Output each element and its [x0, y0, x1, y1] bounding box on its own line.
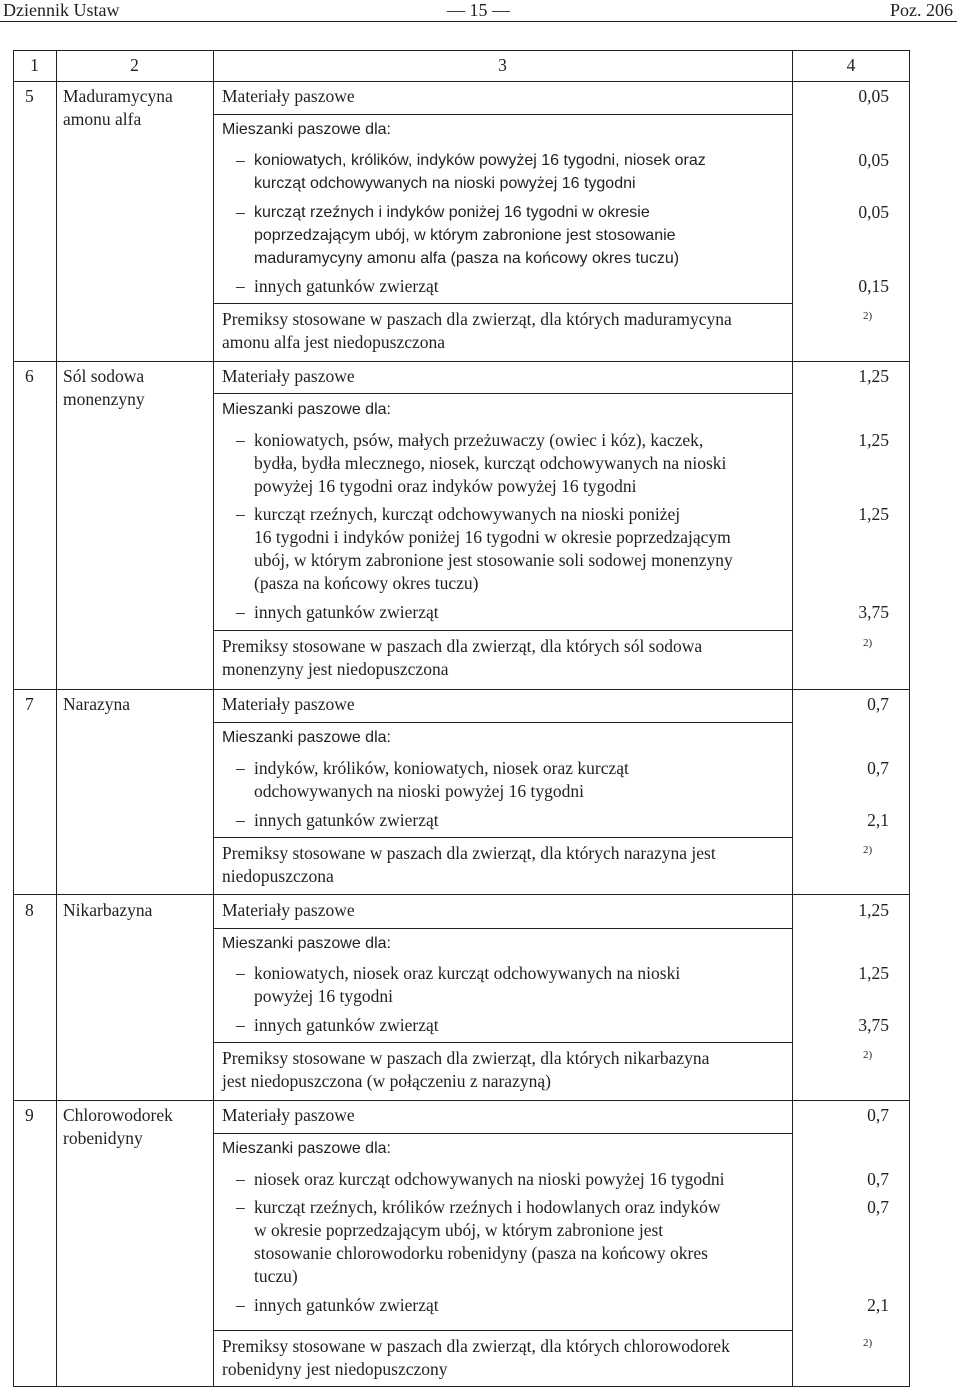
subrow-divider [213, 722, 792, 723]
subrow-divider [213, 928, 792, 929]
substance-name: amonu alfa [63, 109, 142, 129]
species-max-content: 0,7 [867, 758, 889, 778]
premix-text: Premiksy stosowane w paszach dla zwierząt, dla których sól sodowa [222, 636, 703, 656]
subrow-divider [213, 303, 792, 304]
header-row-divider [13, 81, 910, 82]
list-dash: – [236, 504, 245, 524]
species-max-content: 1,25 [858, 504, 889, 524]
subrow-divider [213, 1330, 792, 1331]
species-text: kurcząt odchowywanych na nioski powyżej 16 tygodni [254, 175, 636, 192]
column-header: 3 [498, 55, 507, 75]
row-divider [13, 1100, 910, 1101]
column-header: 1 [30, 55, 39, 75]
species-max-content: 0,05 [858, 150, 889, 170]
list-dash: – [236, 1295, 245, 1315]
column-header: 2 [130, 55, 139, 75]
list-dash: – [236, 276, 245, 296]
species-text: powyżej 16 tygodni [254, 986, 394, 1006]
list-dash: – [236, 150, 245, 170]
column-divider [213, 50, 214, 1387]
species-text: (pasza na końcowy okres tuczu) [254, 573, 479, 593]
mixtures-label: Mieszanki paszowe dla: [222, 729, 391, 746]
row-divider [13, 361, 910, 362]
species-max-content: 1,25 [858, 963, 889, 983]
species-max-content: 3,75 [858, 602, 889, 622]
row-number: 9 [25, 1105, 34, 1125]
mixtures-label: Mieszanki paszowe dla: [222, 935, 391, 952]
feed-materials-label: Materiały paszowe [222, 900, 355, 920]
subrow-divider [213, 1133, 792, 1134]
row-number: 8 [25, 900, 34, 920]
substance-name: Maduramycyna [63, 86, 173, 106]
page-number: — 15 — [447, 0, 510, 20]
list-dash: – [236, 1015, 245, 1035]
mixtures-label: Mieszanki paszowe dla: [222, 401, 391, 418]
species-text: ubój, w którym zabronione jest stosowanie soli sodowej monenzyny [254, 550, 733, 570]
list-dash: – [236, 810, 245, 830]
premix-text: jest niedopuszczona (w połączeniu z narazyną) [222, 1071, 551, 1091]
species-max-content: 0,05 [858, 202, 889, 222]
premix-text: Premiksy stosowane w paszach dla zwierząt, dla których narazyna jest [222, 843, 716, 863]
species-text: koniowatych, psów, małych przeżuwaczy (owiec i kóz), kaczek, [254, 430, 704, 450]
species-text: powyżej 16 tygodni oraz indyków powyżej 16 tygodni [254, 476, 637, 496]
list-dash: – [236, 430, 245, 450]
list-dash: – [236, 202, 245, 222]
species-text: odchowywanych na nioski powyżej 16 tygodni [254, 781, 585, 801]
column-header: 4 [846, 55, 856, 75]
species-text: koniowatych, królików, indyków powyżej 16 tygodni, niosek oraz [254, 152, 706, 169]
species-text: tuczu) [254, 1266, 298, 1286]
substance-name: monenzyny [63, 389, 145, 409]
list-dash: – [236, 1169, 245, 1189]
premix-text: niedopuszczona [222, 866, 334, 886]
list-dash: – [236, 1197, 245, 1217]
species-text: innych gatunków zwierząt [254, 810, 439, 830]
species-max-content: 2,1 [867, 810, 889, 830]
feed-materials-label: Materiały paszowe [222, 1105, 355, 1125]
journal-title: Dziennik Ustaw [3, 0, 120, 20]
premix-footnote: 2) [863, 310, 873, 322]
subrow-divider [213, 630, 792, 631]
position-number: Poz. 206 [890, 0, 953, 20]
species-text: bydła, bydła mlecznego, niosek, kurcząt odchowywanych na nioski [254, 453, 727, 473]
species-max-content: 3,75 [858, 1015, 889, 1035]
column-divider [56, 50, 57, 1387]
mixtures-label: Mieszanki paszowe dla: [222, 1140, 391, 1157]
mixtures-label: Mieszanki paszowe dla: [222, 121, 391, 138]
feed-materials-label: Materiały paszowe [222, 366, 355, 386]
premix-footnote: 2) [863, 1337, 873, 1349]
premix-text: Premiksy stosowane w paszach dla zwierząt, dla których nikarbazyna [222, 1048, 710, 1068]
list-dash: – [236, 963, 245, 983]
feed-materials-value: 0,7 [867, 694, 889, 714]
feed-materials-value: 0,05 [858, 86, 889, 106]
species-text: niosek oraz kurcząt odchowywanych na nioski powyżej 16 tygodni [254, 1169, 725, 1189]
subrow-divider [213, 837, 792, 838]
species-max-content: 0,7 [867, 1169, 889, 1189]
species-text: poprzedzającym ubój, w którym zabronione jest stosowanie [254, 227, 676, 244]
species-text: koniowatych, niosek oraz kurcząt odchowywanych na nioski [254, 963, 681, 983]
feed-materials-value: 1,25 [858, 366, 889, 386]
species-text: maduramycyny amonu alfa (pasza na końcowy okres tuczu) [254, 250, 680, 267]
species-text: 16 tygodni i indyków poniżej 16 tygodni w okresie poprzedzającym [254, 527, 731, 547]
substance-name: Chlorowodorek [63, 1105, 173, 1125]
species-text: stosowanie chlorowodorku robenidyny (pasza na końcowy okres [254, 1243, 708, 1263]
premix-footnote: 2) [863, 844, 873, 856]
row-divider [13, 894, 910, 895]
list-dash: – [236, 758, 245, 778]
subrow-divider [213, 1042, 792, 1043]
species-text: w okresie poprzedzającym ubój, w którym zabronione jest [254, 1220, 664, 1240]
species-text: indyków, królików, koniowatych, niosek oraz kurcząt [254, 758, 629, 778]
species-max-content: 0,15 [858, 276, 889, 296]
species-text: innych gatunków zwierząt [254, 276, 439, 296]
feed-materials-label: Materiały paszowe [222, 86, 355, 106]
premix-text: monenzyny jest niedopuszczona [222, 659, 449, 679]
feed-materials-value: 1,25 [858, 900, 889, 920]
row-number: 5 [25, 86, 34, 106]
page-header [0, 0, 958, 22]
species-max-content: 1,25 [858, 430, 889, 450]
list-dash: – [236, 602, 245, 622]
row-number: 6 [25, 366, 34, 386]
header-divider [0, 21, 957, 22]
species-text: kurcząt rzeźnych, kurcząt odchowywanych na nioski poniżej [254, 504, 681, 524]
species-text: innych gatunków zwierząt [254, 1015, 439, 1035]
substance-name: Narazyna [63, 694, 131, 714]
species-text: kurcząt rzeźnych, królików rzeźnych i hodowlanych oraz indyków [254, 1197, 721, 1217]
feed-materials-value: 0,7 [867, 1105, 889, 1125]
premix-footnote: 2) [863, 637, 873, 649]
subrow-divider [213, 393, 792, 394]
species-text: kurcząt rzeźnych i indyków poniżej 16 tygodni w okresie [254, 204, 650, 221]
row-number: 7 [25, 694, 34, 714]
premix-text: Premiksy stosowane w paszach dla zwierząt, dla których maduramycyna [222, 309, 732, 329]
premix-text: amonu alfa jest niedopuszczona [222, 332, 446, 352]
substance-name: Nikarbazyna [63, 900, 153, 920]
substance-name: robenidyny [63, 1128, 143, 1148]
species-text: innych gatunków zwierząt [254, 1295, 439, 1315]
substance-name: Sól sodowa [63, 366, 145, 386]
premix-text: robenidyny jest niedopuszczony [222, 1359, 448, 1379]
premix-text: Premiksy stosowane w paszach dla zwierząt, dla których chlorowodorek [222, 1336, 730, 1356]
feed-materials-label: Materiały paszowe [222, 694, 355, 714]
species-max-content: 2,1 [867, 1295, 889, 1315]
column-divider [792, 50, 793, 1387]
premix-footnote: 2) [863, 1049, 873, 1061]
species-text: innych gatunków zwierząt [254, 602, 439, 622]
species-max-content: 0,7 [867, 1197, 889, 1217]
subrow-divider [213, 114, 792, 115]
row-divider [13, 689, 910, 690]
